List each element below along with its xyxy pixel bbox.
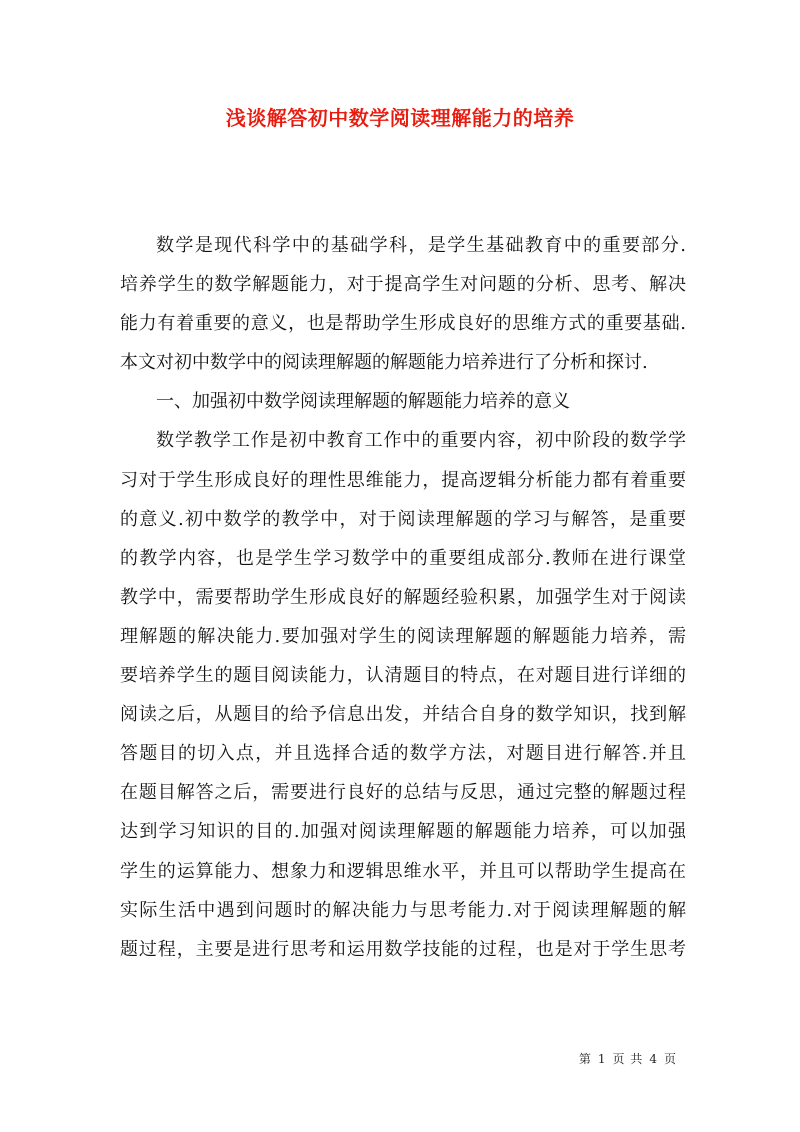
text-line: 达到学习知识的目的.加强对阅读理解题的解题能力培养，可以加强 xyxy=(120,821,686,843)
text-line: 答题目的切入点，并且选择合适的数学方法，对题目进行解答.并且 xyxy=(120,743,686,765)
text-line: 学生的运算能力、想象力和逻辑思维水平，并且可以帮助学生提高在 xyxy=(120,860,686,882)
document-title: 浅谈解答初中数学阅读理解能力的培养 xyxy=(225,106,575,130)
text-line: 习对于学生形成良好的理性思维能力，提高逻辑分析能力都有着重要 xyxy=(120,469,686,491)
text-line: 理解题的解决能力.要加强对学生的阅读理解题的解题能力培养，需 xyxy=(120,625,686,647)
page-label-mid: 页 共 xyxy=(612,1052,644,1066)
intro-paragraph xyxy=(120,226,686,382)
text-line: 的意义.初中数学的教学中，对于阅读理解题的学习与解答，是重要 xyxy=(120,508,686,530)
document-body xyxy=(120,226,686,969)
text-line: 阅读之后，从题目的给予信息出发，并结合自身的数学知识，找到解 xyxy=(120,704,686,726)
total-pages-number: 4 xyxy=(649,1052,658,1066)
text-line: 教学中，需要帮助学生形成良好的解题经验积累，加强学生对于阅读 xyxy=(120,586,686,608)
text-line: 要培养学生的题目阅读能力，认清题目的特点，在对题目进行详细的 xyxy=(120,665,686,687)
page-label-prefix: 第 xyxy=(578,1052,592,1066)
text-line: 的教学内容，也是学生学习数学中的重要组成部分.教师在进行课堂 xyxy=(120,547,686,569)
text-line: 数学是现代科学中的基础学科，是学生基础教育中的重要部分. xyxy=(156,235,686,256)
text-line: 实际生活中遇到问题时的解决能力与思考能力.对于阅读理解题的解 xyxy=(120,899,686,921)
section-paragraph xyxy=(120,421,686,968)
text-line: 题过程，主要是进行思考和运用数学技能的过程，也是对于学生思考 xyxy=(120,938,686,960)
text-line: 本文对初中数学中的阅读理解题的解题能力培养进行了分析和探讨. xyxy=(120,352,648,374)
text-line: 培养学生的数学解题能力，对于提高学生对问题的分析、思考、解决 xyxy=(120,274,686,296)
page-label-suffix: 页 xyxy=(663,1052,677,1066)
text-line: 数学教学工作是初中教育工作中的重要内容，初中阶段的数学学 xyxy=(156,430,686,452)
section-heading: 一、加强初中数学阅读理解题的解题能力培养的意义 xyxy=(156,391,570,413)
text-line: 能力有着重要的意义，也是帮助学生形成良好的思维方式的重要基础. xyxy=(120,313,686,335)
text-line: 在题目解答之后，需要进行良好的总结与反思，通过完整的解题过程 xyxy=(120,782,686,804)
page-footer xyxy=(576,1050,680,1067)
current-page-number: 1 xyxy=(597,1052,607,1066)
